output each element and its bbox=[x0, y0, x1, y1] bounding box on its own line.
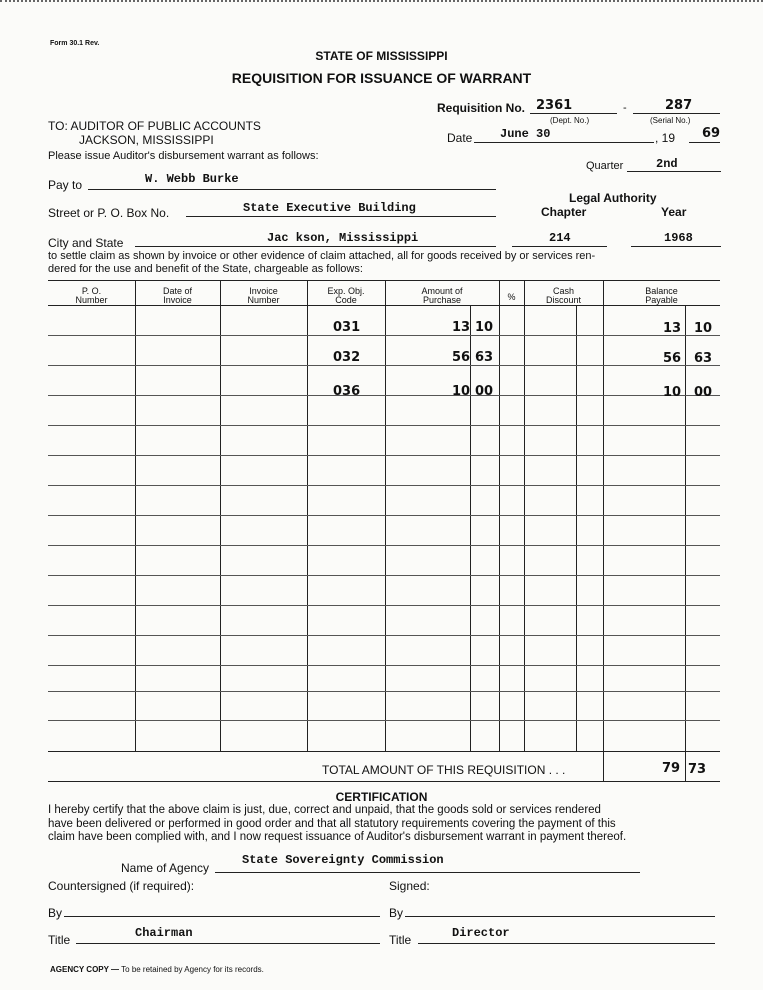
row2-amount-dollars: 56 bbox=[452, 350, 471, 365]
dept-no-caption: (Dept. No.) bbox=[550, 116, 590, 125]
agency-name-value: State Sovereignty Commission bbox=[242, 853, 444, 867]
total-dollars: 79 bbox=[662, 761, 681, 776]
legal-year-line bbox=[631, 246, 721, 247]
row3-amount-cents: 00 bbox=[475, 384, 494, 399]
city-value: Jac kson, Mississippi bbox=[267, 231, 419, 245]
title-right-line bbox=[418, 943, 715, 944]
chapter-label: Chapter bbox=[541, 205, 587, 219]
signed-label: Signed: bbox=[389, 879, 430, 893]
header-po: P. O. Number bbox=[75, 286, 108, 305]
total-cents: 73 bbox=[688, 762, 707, 777]
agency-name-line bbox=[215, 872, 640, 873]
header-invoice: Invoice Number bbox=[247, 286, 280, 305]
dept-no-line bbox=[530, 113, 617, 114]
header-percent: % bbox=[507, 292, 516, 302]
certification-line3: claim have been complied with, and I now request issuance of Auditor's disbursement warrant in payment thereof. bbox=[48, 831, 627, 843]
serial-no-value: 287 bbox=[665, 98, 693, 113]
date-label: Date bbox=[447, 131, 473, 145]
dept-no-value: 2361 bbox=[536, 98, 573, 113]
header-amount: Amount of Purchase bbox=[421, 286, 463, 305]
title-left-line bbox=[76, 943, 380, 944]
row2-code: 032 bbox=[333, 350, 361, 365]
addressee-line2: JACKSON, MISSISSIPPI bbox=[79, 133, 214, 147]
footer-copy-note: To be retained by Agency for its records. bbox=[121, 965, 264, 974]
year-prefix: , 19 bbox=[655, 131, 676, 145]
by-right-line bbox=[405, 916, 715, 917]
title-left-label: Title bbox=[48, 933, 71, 947]
year-value: 69 bbox=[702, 126, 721, 141]
serial-no-line bbox=[633, 113, 720, 114]
chapter-line bbox=[512, 246, 607, 247]
agency-name-label: Name of Agency bbox=[121, 861, 210, 875]
row1-code: 031 bbox=[333, 320, 361, 335]
certification-line1: I hereby certify that the above claim is just, due, correct and unpaid, that the goods sold or services rendered bbox=[48, 804, 601, 816]
row3-balance-dollars: 10 bbox=[663, 385, 682, 400]
settle-text-line1: to settle claim as shown by invoice or other evidence of claim attached, all for goods received by or services ren- bbox=[48, 250, 596, 262]
row1-balance-cents: 10 bbox=[694, 321, 713, 336]
row3-amount-dollars: 10 bbox=[452, 384, 471, 399]
street-value: State Executive Building bbox=[243, 201, 416, 215]
by-left-label: By bbox=[48, 906, 63, 920]
state-heading: STATE OF MISSISSIPPI bbox=[315, 49, 448, 63]
legal-year-value: 1968 bbox=[664, 231, 693, 245]
header-cash-discount: Cash Discount bbox=[545, 286, 581, 305]
pay-to-line bbox=[88, 189, 496, 190]
settle-text-line2: dered for the use and benefit of the State, chargeable as follows: bbox=[48, 263, 363, 275]
serial-no-caption: (Serial No.) bbox=[650, 116, 691, 125]
addressee-line1: TO: AUDITOR OF PUBLIC ACCOUNTS bbox=[48, 119, 261, 133]
row3-balance-cents: 00 bbox=[694, 385, 713, 400]
form-number: Form 30.1 Rev. bbox=[50, 40, 100, 47]
requisition-label: Requisition No. bbox=[437, 101, 525, 115]
quarter-label: Quarter bbox=[586, 160, 624, 172]
legal-authority-heading: Legal Authority bbox=[569, 191, 657, 205]
pay-to-value: W. Webb Burke bbox=[145, 172, 239, 186]
by-right-label: By bbox=[389, 906, 404, 920]
certification-line2: have been delivered or performed in good order and that all statutory requirements covering the payment of this bbox=[48, 818, 616, 830]
street-label: Street or P. O. Box No. bbox=[48, 206, 170, 220]
title-right-label: Title bbox=[389, 933, 412, 947]
city-label: City and State bbox=[48, 236, 124, 250]
perforated-edge bbox=[0, 0, 763, 8]
form-title: REQUISITION FOR ISSUANCE OF WARRANT bbox=[231, 70, 532, 86]
header-date: Date of Invoice bbox=[162, 286, 193, 305]
year-label: Year bbox=[661, 205, 687, 219]
row3-code: 036 bbox=[333, 384, 361, 399]
row2-balance-cents: 63 bbox=[694, 351, 713, 366]
row2-amount-cents: 63 bbox=[475, 350, 494, 365]
instruction-text: Please issue Auditor's disbursement warrant as follows: bbox=[48, 150, 319, 162]
city-line bbox=[135, 246, 496, 247]
countersigned-label: Countersigned (if required): bbox=[48, 879, 195, 893]
row2-balance-dollars: 56 bbox=[663, 351, 682, 366]
chapter-value: 214 bbox=[549, 231, 571, 245]
row1-balance-dollars: 13 bbox=[663, 321, 682, 336]
footer-note bbox=[50, 965, 264, 974]
header-exp-code: Exp. Obj. Code bbox=[327, 286, 365, 305]
title-right-value: Director bbox=[452, 926, 510, 940]
street-line bbox=[186, 216, 496, 217]
date-line bbox=[474, 142, 654, 143]
header-balance: Balance Payable bbox=[645, 286, 678, 305]
quarter-line bbox=[627, 171, 721, 172]
row1-amount-cents: 10 bbox=[475, 320, 494, 335]
total-label: TOTAL AMOUNT OF THIS REQUISITION . . . bbox=[322, 763, 566, 777]
by-left-line bbox=[64, 916, 380, 917]
row1-amount-dollars: 13 bbox=[452, 320, 471, 335]
title-left-value: Chairman bbox=[135, 926, 193, 940]
pay-to-label: Pay to bbox=[48, 178, 83, 192]
certification-heading: CERTIFICATION bbox=[335, 790, 428, 804]
quarter-value: 2nd bbox=[656, 157, 678, 171]
date-value: June 30 bbox=[500, 127, 551, 141]
footer-copy-label: AGENCY COPY — bbox=[50, 965, 120, 974]
year-line bbox=[689, 142, 720, 143]
